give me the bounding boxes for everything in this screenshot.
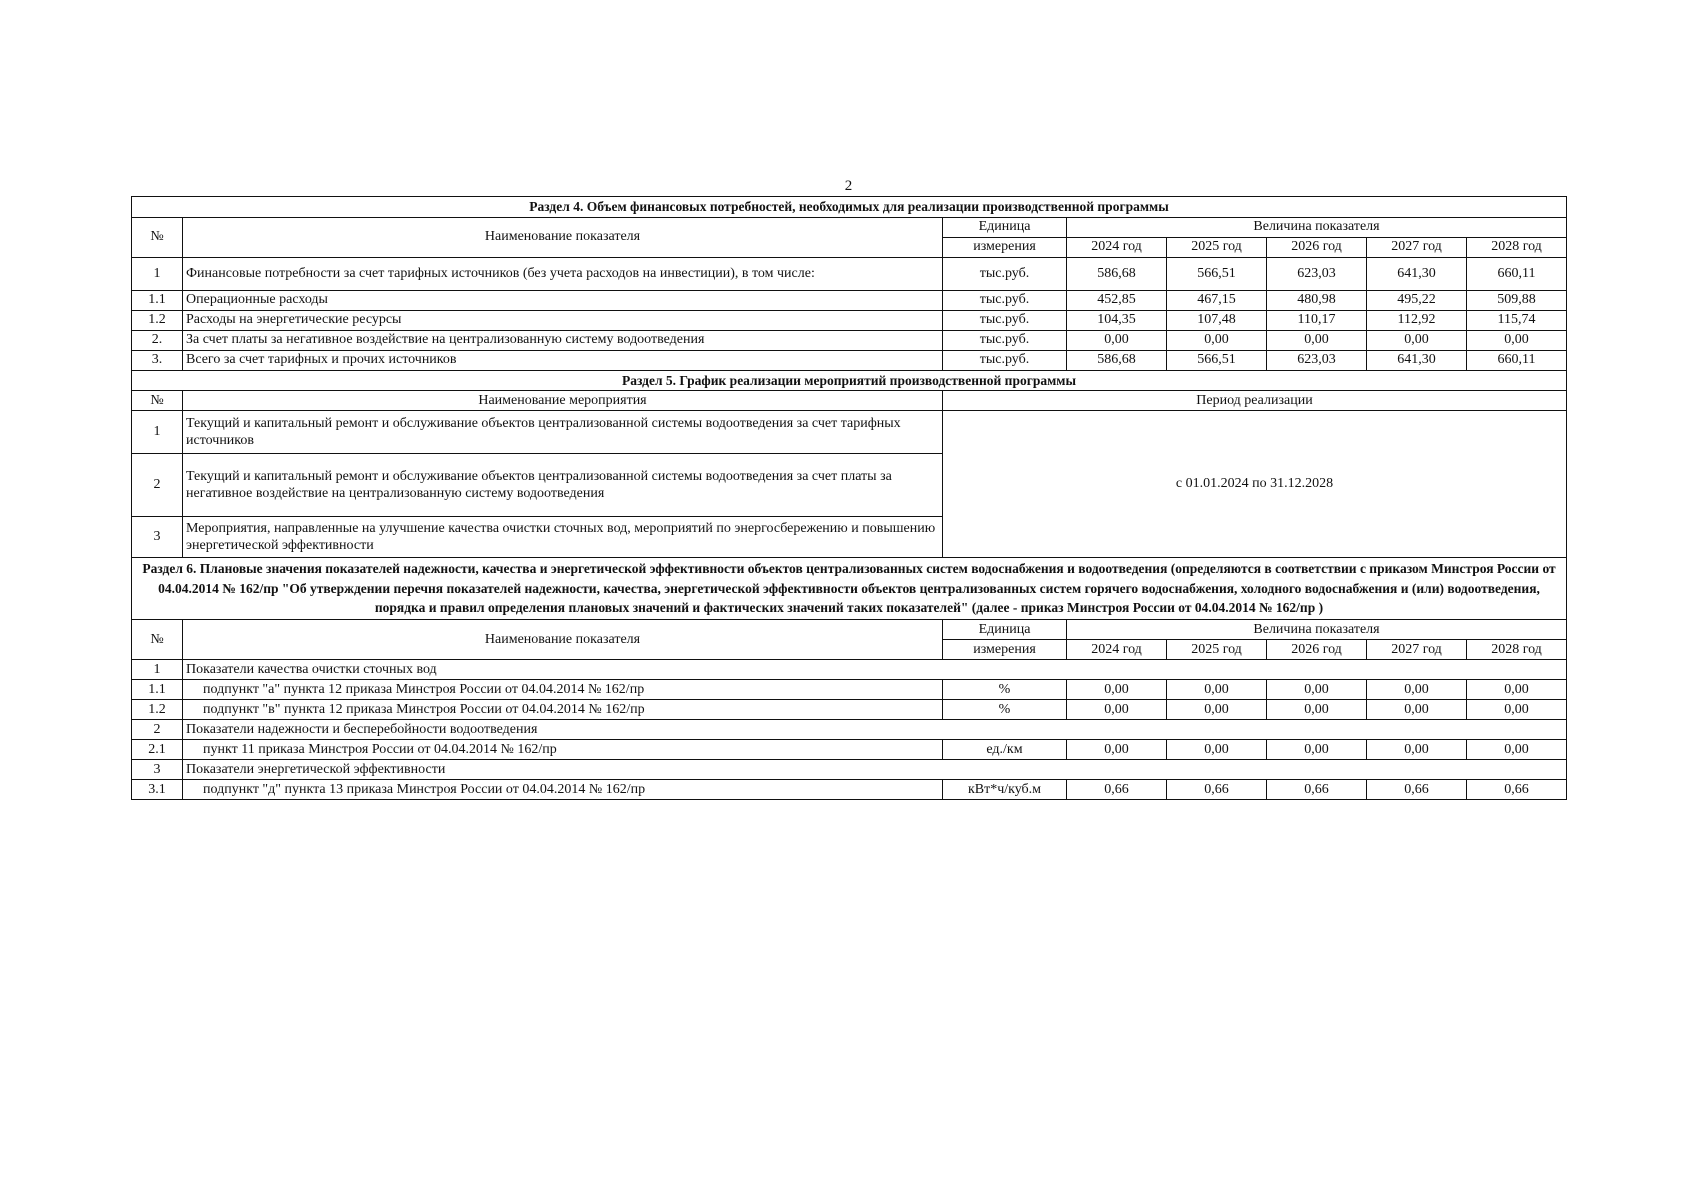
row-num: 1: [132, 659, 183, 679]
table-row: [132, 310, 1567, 330]
table-row: [132, 330, 1567, 350]
section6-header-year: 2024 год: [1067, 639, 1167, 659]
row-value: 104,35: [1067, 310, 1167, 330]
row-num: 3.1: [132, 779, 183, 799]
section5-title: Раздел 5. График реализации мероприятий производственной программы: [132, 370, 1567, 391]
row-value: 566,51: [1167, 350, 1267, 370]
row-value: 0,00: [1167, 679, 1267, 699]
section5-title-row: [132, 370, 1567, 391]
row-name: Показатели энергетической эффективности: [183, 759, 1567, 779]
section6-header-num: №: [132, 619, 183, 659]
row-num: 2.1: [132, 739, 183, 759]
row-name: подпункт "в" пункта 12 приказа Минстроя России от 04.04.2014 № 162/пр: [183, 699, 943, 719]
section4-header-unit-2: измерения: [943, 237, 1067, 257]
row-value: 110,17: [1267, 310, 1367, 330]
row-value: 0,00: [1267, 679, 1367, 699]
section5-header-num: №: [132, 391, 183, 411]
section4-header-num: №: [132, 217, 183, 257]
table-row: [132, 779, 1567, 799]
row-value: 115,74: [1467, 310, 1567, 330]
section6-header-year: 2028 год: [1467, 639, 1567, 659]
document-table-wrapper: [131, 196, 1566, 800]
row-value: 107,48: [1167, 310, 1267, 330]
row-unit: кВт*ч/куб.м: [943, 779, 1067, 799]
row-value: 623,03: [1267, 350, 1367, 370]
row-value: 0,66: [1367, 779, 1467, 799]
row-name: Текущий и капитальный ремонт и обслуживание объектов централизованной системы водоотведения за счет тарифных источников: [183, 411, 943, 454]
table-row-group: [132, 759, 1567, 779]
section4-header-year: 2024 год: [1067, 237, 1167, 257]
row-num: 2: [132, 454, 183, 517]
row-num: 3: [132, 517, 183, 558]
row-num: 1.1: [132, 679, 183, 699]
section4-header-row-1: [132, 217, 1567, 237]
section5-header-period: Период реализации: [943, 391, 1567, 411]
row-num: 1.2: [132, 699, 183, 719]
row-value: 0,00: [1067, 739, 1167, 759]
row-num: 1: [132, 411, 183, 454]
section6-header-unit-1: Единица: [943, 619, 1067, 639]
section4-header-name: Наименование показателя: [183, 217, 943, 257]
row-value: 480,98: [1267, 290, 1367, 310]
table-row: [132, 257, 1567, 290]
row-value: 112,92: [1367, 310, 1467, 330]
row-value: 0,00: [1167, 739, 1267, 759]
section4-header-year: 2026 год: [1267, 237, 1367, 257]
row-name: Расходы на энергетические ресурсы: [183, 310, 943, 330]
row-name: Текущий и капитальный ремонт и обслуживание объектов централизованной системы водоотведения за счет платы за негативное воздействие на централизованную систему водоотведения: [183, 454, 943, 517]
row-value: 0,00: [1367, 679, 1467, 699]
section4-title-row: [132, 197, 1567, 218]
row-unit: тыс.руб.: [943, 310, 1067, 330]
section5-header-name: Наименование мероприятия: [183, 391, 943, 411]
section6-title-row: [132, 558, 1567, 620]
row-value: 0,00: [1067, 679, 1167, 699]
row-name: Показатели качества очистки сточных вод: [183, 659, 1567, 679]
section5-header-row: [132, 391, 1567, 411]
row-value: 566,51: [1167, 257, 1267, 290]
row-value: 660,11: [1467, 350, 1567, 370]
section6-title: Раздел 6. Плановые значения показателей надежности, качества и энергетической эффективности объектов централизованных систем водоснабжения и водоотведения (определяются в соответствии с приказом Минстроя России от 04.04.2014 № 162/пр "Об утверждении перечня показателей надежности, качества, энергетической эффективности объектов централизованных систем горячего водоснабжения, холодного водоснабжения и (или) водоотведения, порядка и правил определения плановых значений и фактических значений таких показателей" (далее - приказ Минстроя России от 04.04.2014 № 162/пр ): [132, 558, 1567, 620]
table-row: [132, 699, 1567, 719]
row-value: 0,00: [1267, 739, 1367, 759]
row-value: 0,00: [1067, 330, 1167, 350]
row-name: подпункт "а" пункта 12 приказа Минстроя России от 04.04.2014 № 162/пр: [183, 679, 943, 699]
row-value: 0,00: [1367, 739, 1467, 759]
row-value: 586,68: [1067, 350, 1167, 370]
section6-header-year: 2027 год: [1367, 639, 1467, 659]
row-name: За счет платы за негативное воздействие на централизованную систему водоотведения: [183, 330, 943, 350]
row-value: 509,88: [1467, 290, 1567, 310]
row-unit: %: [943, 679, 1067, 699]
row-num: 1.1: [132, 290, 183, 310]
row-name: Финансовые потребности за счет тарифных источников (без учета расходов на инвестиции), в том числе:: [183, 257, 943, 290]
row-name: Операционные расходы: [183, 290, 943, 310]
row-value: 0,66: [1067, 779, 1167, 799]
section5-period-value: с 01.01.2024 по 31.12.2028: [943, 411, 1567, 558]
row-value: 0,00: [1467, 739, 1567, 759]
section4-header-year: 2028 год: [1467, 237, 1567, 257]
page-number: 2: [844, 178, 853, 194]
section6-header-unit-2: измерения: [943, 639, 1067, 659]
section4-header-value-group: Величина показателя: [1067, 217, 1567, 237]
row-unit: %: [943, 699, 1067, 719]
section6-header-value-group: Величина показателя: [1067, 619, 1567, 639]
row-value: 0,00: [1467, 699, 1567, 719]
row-value: 0,66: [1267, 779, 1367, 799]
row-value: 641,30: [1367, 350, 1467, 370]
row-name: пункт 11 приказа Минстроя России от 04.04.2014 № 162/пр: [183, 739, 943, 759]
section6-header-year: 2026 год: [1267, 639, 1367, 659]
row-num: 3: [132, 759, 183, 779]
section6-header-year: 2025 год: [1167, 639, 1267, 659]
production-program-table: [131, 196, 1567, 800]
row-value: 0,00: [1467, 679, 1567, 699]
row-value: 467,15: [1167, 290, 1267, 310]
row-value: 0,66: [1167, 779, 1267, 799]
row-value: 641,30: [1367, 257, 1467, 290]
table-row: [132, 350, 1567, 370]
table-row: [132, 411, 1567, 454]
row-num: 2.: [132, 330, 183, 350]
row-num: 1.2: [132, 310, 183, 330]
row-name: Всего за счет тарифных и прочих источников: [183, 350, 943, 370]
table-row-group: [132, 719, 1567, 739]
row-value: 495,22: [1367, 290, 1467, 310]
row-unit: тыс.руб.: [943, 330, 1067, 350]
row-unit: ед./км: [943, 739, 1067, 759]
row-name: Мероприятия, направленные на улучшение качества очистки сточных вод, мероприятий по энергосбережению и повышению энергетической эффективности: [183, 517, 943, 558]
section4-title: Раздел 4. Объем финансовых потребностей, необходимых для реализации производственной программы: [132, 197, 1567, 218]
row-value: 0,00: [1267, 330, 1367, 350]
table-row: [132, 290, 1567, 310]
section4-header-year: 2025 год: [1167, 237, 1267, 257]
section6-header-row-1: [132, 619, 1567, 639]
row-value: 0,00: [1367, 699, 1467, 719]
section4-header-year: 2027 год: [1367, 237, 1467, 257]
table-row-group: [132, 659, 1567, 679]
row-name: подпункт "д" пункта 13 приказа Минстроя России от 04.04.2014 № 162/пр: [183, 779, 943, 799]
row-value: 0,66: [1467, 779, 1567, 799]
row-value: 0,00: [1067, 699, 1167, 719]
row-value: 0,00: [1467, 330, 1567, 350]
row-value: 0,00: [1167, 330, 1267, 350]
section4-header-unit-1: Единица: [943, 217, 1067, 237]
row-value: 0,00: [1367, 330, 1467, 350]
row-value: 660,11: [1467, 257, 1567, 290]
row-value: 452,85: [1067, 290, 1167, 310]
row-value: 0,00: [1267, 699, 1367, 719]
row-value: 586,68: [1067, 257, 1167, 290]
row-unit: тыс.руб.: [943, 290, 1067, 310]
table-row: [132, 739, 1567, 759]
row-unit: тыс.руб.: [943, 350, 1067, 370]
row-value: 623,03: [1267, 257, 1367, 290]
row-unit: тыс.руб.: [943, 257, 1067, 290]
row-value: 0,00: [1167, 699, 1267, 719]
row-num: 3.: [132, 350, 183, 370]
table-row: [132, 679, 1567, 699]
row-num: 2: [132, 719, 183, 739]
row-num: 1: [132, 257, 183, 290]
section6-header-name: Наименование показателя: [183, 619, 943, 659]
row-name: Показатели надежности и бесперебойности водоотведения: [183, 719, 1567, 739]
